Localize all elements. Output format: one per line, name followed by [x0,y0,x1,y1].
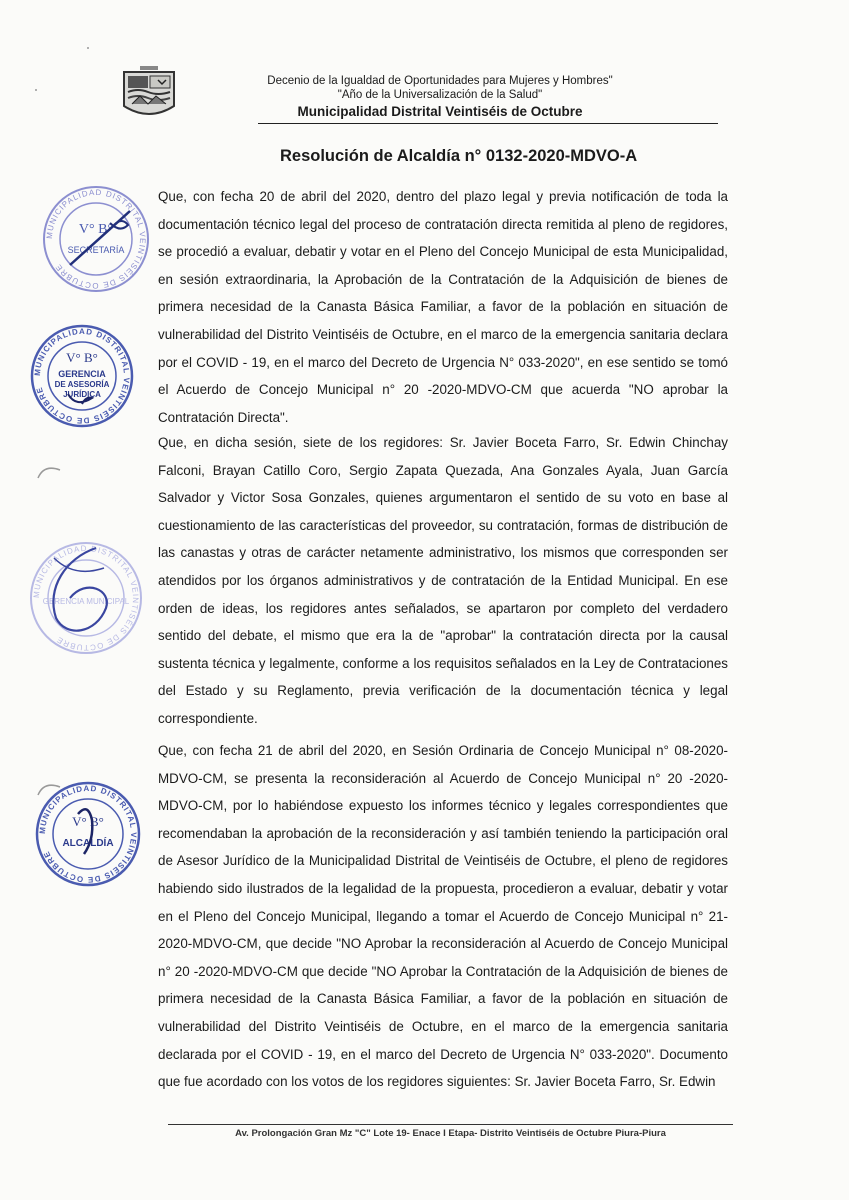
stamp-3-label: GERENCIA MUNICIPAL [42,597,130,606]
anio-line: "Año de la Universalización de la Salud" [337,89,543,101]
paragraph-1: Que, con fecha 20 de abril del 2020, dentro del plazo legal y previa notificación de toda la documentación técnico legal del proceso de contratación directa remitida al pleno de regidores, se procedió a evaluar, debatir y votar en el Pleno del Concejo Municipal de esta Municipalidad, en sesión extraordinaria, la Aprobación de la Contratación de la Adquisición de bienes de primera necesidad de la Canasta Básica Familiar, a favor de la población en situación de vulnerabilidad del Distrito Veintiséis de Octubre, en el marco de la emergencia sanitaria declara por el COVID - 19, en el marco del Decreto de Urgencia N° 033-2020", en ese sentido se tomó el Acuerdo de Concejo Municipal n° 20 -2020-MDVO-CM que acuerda "NO aprobar la Contratación Directa". [158,189,728,425]
stamp-1-ring-text: MUNICIPALIDAD DISTRITAL VEINTISÉIS DE OCTUBRE [44,187,148,291]
stamp-2-label-2: DE ASESORÍA [54,380,110,389]
stamp-1-center: V° B° [78,222,114,237]
stamp-2-label-3: JURÍDICA [63,390,101,399]
stamp-2-center: V° B° [66,350,98,365]
footer-address: Av. Prolongación Gran Mz "C" Lote 19- Enace I Etapa- Distrito Veintiséis de Octubre Piura-Piura [235,1128,666,1139]
decenio-line: Decenio de la Igualdad de Oportunidades para Mujeres y Hombres" [267,75,613,87]
stamp-4-label: ALCALDÍA [62,838,114,849]
stamp-3-ring-text: MUNICIPALIDAD DISTRITAL VEINTISÉIS DE OCTUBRE [31,543,141,653]
stamp-2-label-1: GERENCIA [58,369,106,379]
footer-divider [168,1124,733,1125]
stamp-1-label: SECRETARÍA [67,245,125,255]
stamp-4-center: V° B° [72,814,104,829]
paragraph-2: Que, en dicha sesión, siete de los regidores: Sr. Javier Boceta Farro, Sr. Edwin Chinchay Falconi, Brayan Catillo Coro, Sergio Zapata Quezada, Ana Gonzales Ayala, Juan García Salvador y Victor Sosa Gonzales, quienes argumentaron el sentido de su voto en base al cuestionamiento de las características del proveedor, su contratación, formas de distribución de las canastas y otras de carácter netamente administrativo, los mismos que corresponden ser atendidos por los órganos administrativos y de contratación de la Entidad Municipal. En ese orden de ideas, los regidores antes señalados, se apartaron por completo del verdadero sentido del debate, el mismo que era la de "aprobar" la contratación directa por la causal sustenta técnica y legalmente, conforme a los requisitos señalados en la Ley de Contrataciones del Estado y su Reglamento, previa verificación de la documentación técnica y legal correspondiente. [158,435,728,726]
organization-name: Municipalidad Distrital Veintiséis de Octubre [297,104,583,119]
stamp-2-ring-text: MUNICIPALIDAD DISTRITAL VEINTISÉIS DE OCTUBRE [32,326,132,426]
paragraph-3: Que, con fecha 21 de abril del 2020, en Sesión Ordinaria de Concejo Municipal n° 08-2020-MDVO-CM, se presenta la reconsideración al Acuerdo de Concejo Municipal n° 20 -2020-MDVO-CM, por lo habiéndose expuesto los informes técnico y legales correspondientes que recomendaban la aprobación de la reconsideración y así también teniendo la participación oral de Asesor Jurídico de la Municipalidad Distrital de Veintiséis de Octubre, el pleno de regidores habiendo sido ilustrados de la legalidad de la propuesta, procedieron a evaluar, debatir y votar en el Pleno del Concejo Municipal, llegando a tomar el Acuerdo de Concejo Municipal n° 21-2020-MDVO-CM, que decide "NO Aprobar la reconsideración al Acuerdo de Concejo Municipal n° 20 -2020-MDVO-CM que decide "NO Aprobar la Contratación de la Adquisición de bienes de primera necesidad de la Canasta Básica Familiar, a favor de la población en situación de vulnerabilidad del Distrito Veintiséis de Octubre, en el marco de la emergencia sanitaria declarada por el COVID - 19, en el marco del Decreto de Urgencia N° 033-2020". Documento que fue acordado con los votos de los regidores siguientes: Sr. Javier Boceta Farro, Sr. Edwin [158,743,728,1090]
resolution-title: Resolución de Alcaldía n° 0132-2020-MDVO-A [280,147,638,165]
stamp-4-ring-text: MUNICIPALIDAD DISTRITAL VEINTISÉIS DE OCTUBRE [37,783,139,885]
